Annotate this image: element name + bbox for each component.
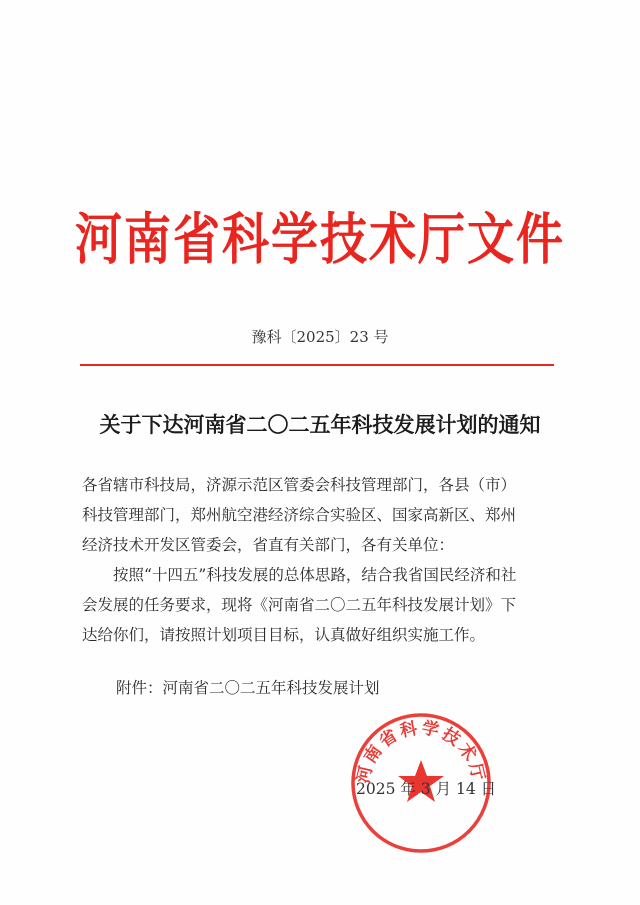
recipients-line: 经济技术开发区管委会，省直有关部门，各有关单位： [82,536,455,554]
recipients-block [82,470,562,560]
red-divider-line [80,364,554,366]
document-subject: 关于下达河南省二〇二五年科技发展计划的通知 [99,412,541,437]
seal-text: 河南省科学技术厅 [353,718,489,786]
issuing-authority-title: 河南省科学技术厅文件 [75,207,565,273]
body-line: 按照“十四五”科技发展的总体思路，结合我省国民经济和社 [113,566,517,584]
attachment-note: 附件：河南省二〇二五年科技发展计划 [116,679,380,697]
document-number: 豫科〔2025〕23 号 [251,328,389,346]
body-line: 会发展的任务要求，现将《河南省二〇二五年科技发展计划》下 [82,596,517,614]
recipients-line: 各省辖市科技局，济源示范区管委会科技管理部门，各县（市） [82,476,517,494]
issue-date: 2025 年 3 月 14 日 [356,780,497,798]
recipients-line: 科技管理部门，郑州航空港经济综合实验区、国家高新区、郑州 [82,506,517,524]
body-line: 达给你们，请按照计划项目目标，认真做好组织实施工作。 [82,626,486,644]
body-paragraph [82,560,562,650]
